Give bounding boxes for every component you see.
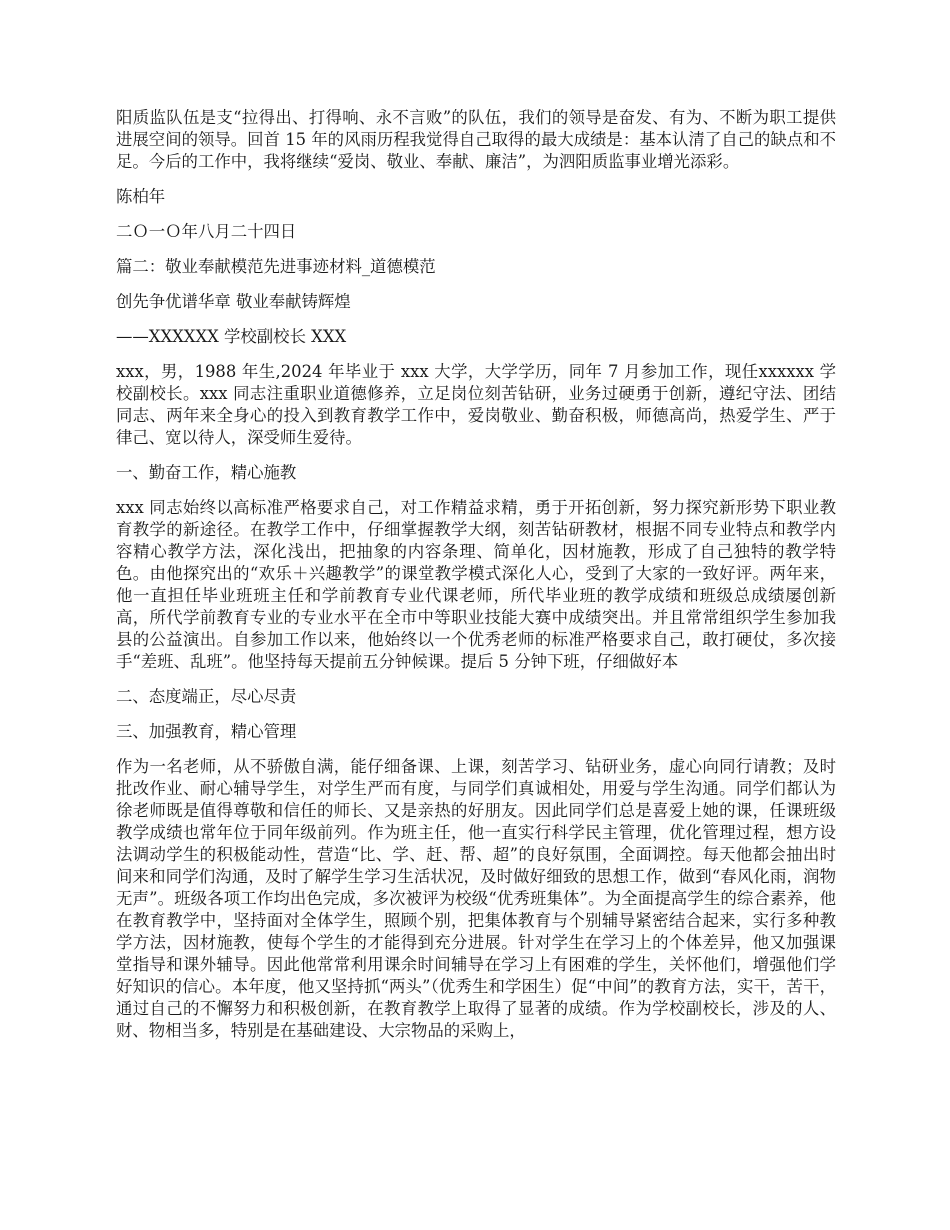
paragraph-management: 作为一名老师，从不骄傲自满，能仔细备课、上课，刻苦学习、钻研业务，虚心向同行请教；及时批改作业、耐心辅导学生，对学生严而有度，与同学们真诚相处，用爱与学生沟通。同学们都认为徐老师既是值得尊敬和信任的师长、又是亲热的好朋友。因此同学们总是喜爱上她的课，任课班级教学成绩也常年位于同年级前列。作为班主任，他一直实行科学民主管理，优化管理过程，想方设法调动学生的积极能动性，营造“比、学、赶、帮、超”的良好氛围，全面调控。每天他都会抽出时间来和同学们沟通，及时了解学生学习生活状况，及时做好细致的思想工作，做到“春风化雨，润物无声”。班级各项工作均出色完成，多次被评为校级“优秀班集体”。为全面提高学生的综合素养，他在教育教学中，坚持面对全体学生，照顾个别，把集体教育与个别辅导紧密结合起来，实行多种教学方法，因材施教，使每个学生的才能得到充分进展。针对学生在学习上的个体差异，他又加强课堂指导和课外辅导。因此他常常利用课余时间辅导在学习上有困难的学生，关怀他们，增强他们学好知识的信心。本年度，他又坚持抓“两头”（优秀生和学困生）促“中间”的教育方法，实干，苦干，通过自己的不懈努力和积极创新，在教育教学上取得了显著的成绩。作为学校副校长，涉及的人、财、物相当多，特别是在基础建设、大宗物品的采购上，: [116, 757, 836, 1040]
section-heading-part-two: 篇二：敬业奉献模范先进事迹材料_道德模范: [116, 257, 436, 276]
paragraph-teaching: xxx 同志始终以高标准严格要求自己，对工作精益求精，勇于开拓创新，努力探究新形势下职业教育教学的新途径。在教学工作中，仔细掌握教学大纲，刻苦钻研教材，根据不同专业特点和教学内容精心教学方法，深化浅出，把抽象的内容条理、简单化，因材施教，形成了自己独特的教学特色。由他探究出的“欢乐＋兴趣教学”的课堂教学模式深化人心，受到了大家的一致好评。两年来，他一直担任毕业班班主任和学前教育专业代课老师，所代毕业班的教学成绩和班级总成绩屡创新高，所代学前教育专业的专业水平在全市中等职业技能大赛中成绩突出。并且常常组织学生参加我县的公益演出。自参加工作以来，他始终以一个优秀老师的标准严格要求自己，敢打硬仗，多次接手“差班、乱班”。他坚持每天提前五分钟候课。提后 5 分钟下班，仔细做好本: [116, 498, 836, 671]
article-byline: ——XXXXXX 学校副校长 XXX: [116, 327, 347, 346]
section-heading-3: 三、加强教育，精心管理: [116, 722, 297, 741]
date-line: 二Ｏ一Ｏ年八月二十四日: [116, 222, 297, 241]
paragraph-closing-remarks: 阳质监队伍是支“拉得出、打得响、永不言败”的队伍，我们的领导是奋发、有为、不断为职工提供进展空间的领导。回首 15 年的风雨历程我觉得自己取得的最大成绩是：基本认清了自己的缺点和不足。今后的工作中，我将继续“爱岗、敬业、奉献、廉洁”，为泗阳质监事业增光添彩。: [116, 108, 836, 171]
author-signature: 陈柏年: [116, 187, 166, 206]
paragraph-introduction: xxx，男，1988 年生,2024 年毕业于 xxx 大学，大学学历，同年 7 月参加工作，现任xxxxxx 学校副校长。xxx 同志注重职业道德修养，立足岗位刻苦钻研，业务过硬勇于创新，遵纪守法、团结同志、两年来全身心的投入到教育教学工作中，爱岗敬业、勤奋积极，师德高尚，热爱学生、严于律己、宽以待人，深受师生爱待。: [116, 362, 836, 447]
article-title: 创先争优谱华章 敬业奉献铸辉煌: [116, 292, 351, 311]
document-page: [116, 107, 836, 1055]
section-heading-1: 一、勤奋工作，精心施教: [116, 463, 297, 482]
section-heading-2: 二、态度端正，尽心尽责: [116, 687, 297, 706]
